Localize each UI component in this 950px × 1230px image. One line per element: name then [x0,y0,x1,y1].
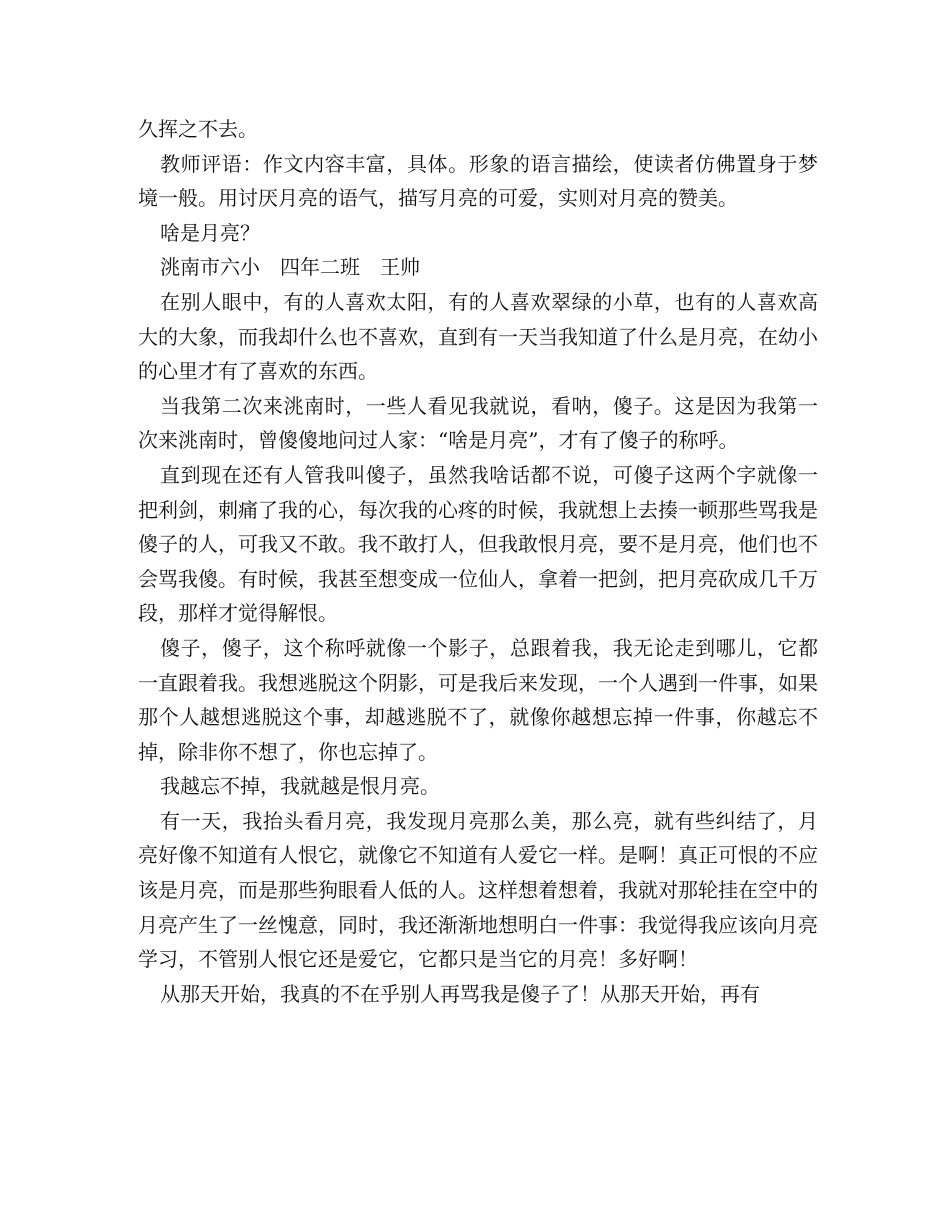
essay-paragraph: 在别人眼中，有的人喜欢太阳，有的人喜欢翠绿的小草，也有的人喜欢高大的大象，而我却什么也不喜欢，直到有一天当我知道了什么是月亮，在幼小的心里才有了喜欢的东西。 [138,289,818,384]
teacher-comment: 教师评语：作文内容丰富，具体。形象的语言描绘，使读者仿佛置身于梦境一般。用讨厌月亮的语气，描写月亮的可爱，实则对月亮的赞美。 [138,151,818,211]
paragraph-continuation: 久挥之不去。 [138,117,258,141]
essay-paragraph: 从那天开始，我真的不在乎别人再骂我是傻子了！从那天开始，再有 [160,981,760,1006]
essay-paragraph: 傻子，傻子，这个称呼就像一个影子，总跟着我，我无论走到哪儿，它都一直跟着我。我想逃脱这个阴影，可是我后来发现，一个人遇到一件事，如果那个人越想逃脱这个事，却越逃脱不了，就像你越想忘掉一件事，你越忘不掉，除非你不想了，你也忘掉了。 [138,635,818,764]
essay-paragraph: 我越忘不掉，我就越是恨月亮。 [160,774,440,799]
document-page [138,112,818,1011]
essay-paragraph: 有一天，我抬头看月亮，我发现月亮那么美，那么亮，就有些纠结了，月亮好像不知道有人恨它，就像它不知道有人爱它一样。是啊！真正可恨的不应该是月亮，而是那些狗眼看人低的人。这样想着想着，我就对那轮挂在空中的月亮产生了一丝愧意，同时，我还渐渐地想明白一件事：我觉得我应该向月亮学习，不管别人恨它还是爱它，它都只是当它的月亮！多好啊！ [138,808,818,972]
essay-paragraph: 当我第二次来洮南时，一些人看见我就说，看呐，傻子。这是因为我第一次来洮南时，曾傻傻地问过人家：“啥是月亮”，才有了傻子的称呼。 [138,393,818,453]
essay-paragraph: 直到现在还有人管我叫傻子，虽然我啥话都不说，可傻子这两个字就像一把利剑，刺痛了我的心，每次我的心疼的时候，我就想上去揍一顿那些骂我是傻子的人，可我又不敢。我不敢打人，但我敢恨月亮，要不是月亮，他们也不会骂我傻。有时候，我甚至想变成一位仙人，拿着一把剑，把月亮砍成几千万段，那样才觉得解恨。 [138,462,818,626]
essay-author: 洮南市六小 四年二班 王帅 [160,255,420,280]
essay-title: 啥是月亮？ [160,220,260,245]
